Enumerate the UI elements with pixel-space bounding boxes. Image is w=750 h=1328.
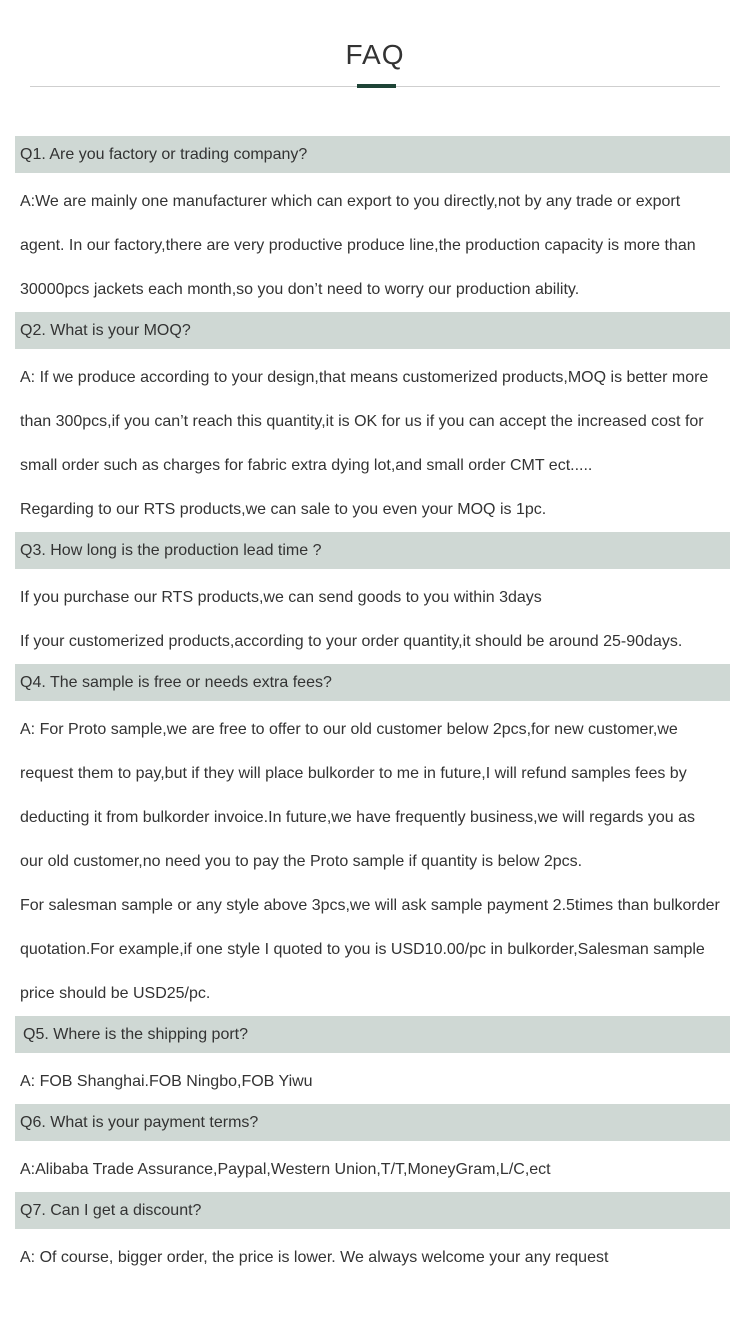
faq-answer-line: A: For Proto sample,we are free to offer to our old customer below 2pcs,for new customer,we — [20, 721, 678, 738]
faq-answer-line: A:Alibaba Trade Assurance,Paypal,Western Union,T/T,MoneyGram,L/C,ect — [20, 1161, 551, 1178]
faq-answer-line: quotation.For example,if one style I quoted to you is USD10.00/pc in bulkorder,Salesman sample — [20, 941, 705, 958]
faq-answer-line: deducting it from bulkorder invoice.In future,we have frequently business,we will regards you as — [20, 809, 696, 826]
faq-question: Q5. Where is the shipping port? — [15, 1016, 730, 1053]
faq-answer-line: Regarding to our RTS products,we can sale to you even your MOQ is 1pc. — [20, 501, 547, 518]
faq-answer-line: A: FOB Shanghai.FOB Ningbo,FOB Yiwu — [20, 1073, 313, 1090]
faq-answer-line: request them to pay,but if they will place bulkorder to me in future,I will refund samples fees by — [20, 765, 687, 782]
faq-question: Q2. What is your MOQ? — [15, 312, 730, 349]
faq-question: Q1. Are you factory or trading company? — [15, 136, 730, 173]
faq-answer-line: A: If we produce according to your design,that means customerized products,MOQ is better more — [20, 369, 709, 386]
faq-answer-line: small order such as charges for fabric extra dying lot,and small order CMT ect..... — [20, 457, 593, 474]
faq-answer-line: our old customer,no need you to pay the Proto sample if quantity is below 2pcs. — [20, 853, 583, 870]
faq-answer-line: A:We are mainly one manufacturer which can export to you directly,not by any trade or export — [20, 193, 681, 210]
faq-answer-line: than 300pcs,if you can’t reach this quantity,it is OK for us if you can accept the increased cost for — [20, 413, 704, 430]
faq-question: Q3. How long is the production lead time ? — [15, 532, 730, 569]
faq-question: Q7. Can I get a discount? — [15, 1192, 730, 1229]
faq-answer-line: If you purchase our RTS products,we can send goods to you within 3days — [20, 589, 542, 606]
faq-question: Q6. What is your payment terms? — [15, 1104, 730, 1141]
faq-answer-line: 30000pcs jackets each month,so you don’t need to worry our production ability. — [20, 281, 580, 298]
faq-list — [0, 136, 750, 1280]
faq-answer-line: A: Of course, bigger order, the price is lower. We always welcome your any request — [20, 1249, 609, 1266]
faq-answer-line: price should be USD25/pc. — [20, 985, 211, 1002]
faq-question: Q4. The sample is free or needs extra fees? — [15, 664, 730, 701]
faq-answer-line: agent. In our factory,there are very productive produce line,the production capacity is more than — [20, 237, 696, 254]
page-title: FAQ — [345, 39, 405, 70]
faq-answer-line: For salesman sample or any style above 3pcs,we will ask sample payment 2.5times than bulkorder — [20, 897, 720, 914]
title-accent-bar — [357, 84, 396, 88]
faq-answer-line: If your customerized products,according to your order quantity,it should be around 25-90days. — [20, 633, 683, 650]
